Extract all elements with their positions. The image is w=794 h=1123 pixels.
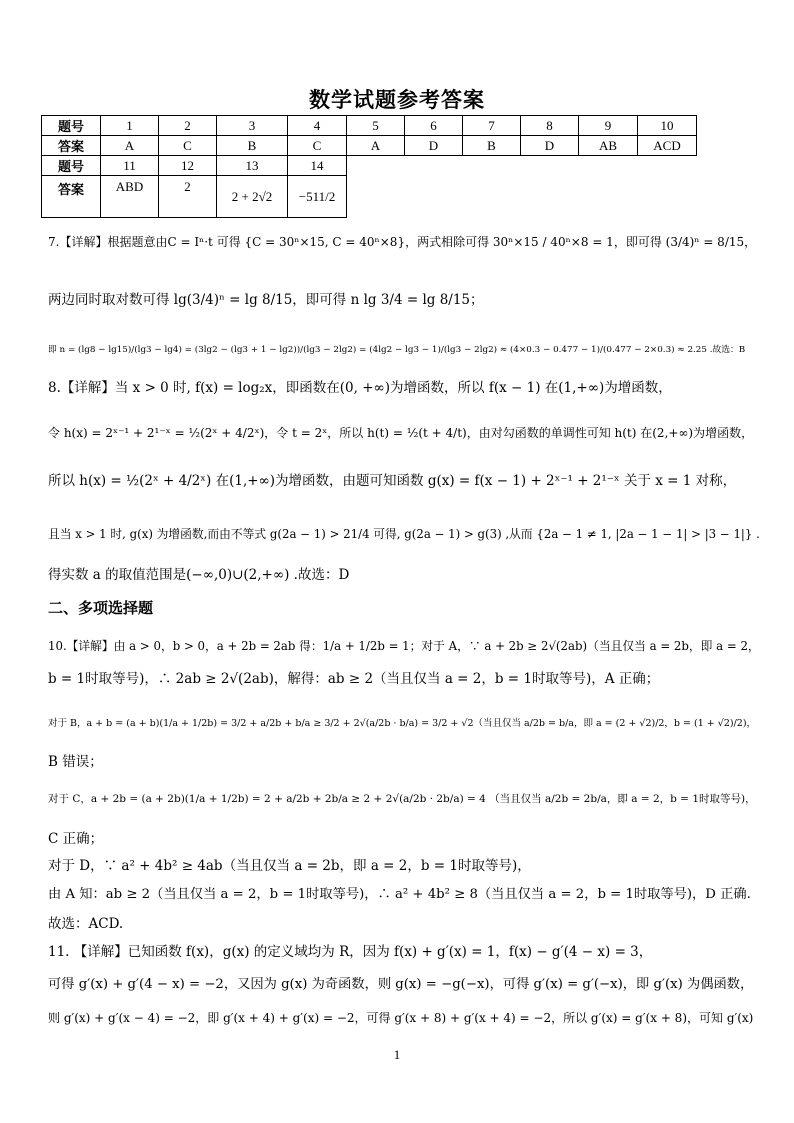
table-cell: 12 [159,156,217,176]
table-cell: 2 [159,116,217,136]
section-heading: 二、多项选择题 [48,599,154,617]
table-row [42,156,697,176]
table-cell: C [288,136,347,156]
solution-8-line-3: 所以 h(x) = ½(2ˣ + 4/2ˣ) 在(1,+∞)为增函数，由题可知函数 g(x) = f(x − 1) + 2ˣ⁻¹ + 2¹⁻ˣ 关于 x = 1 对称， [48,473,737,489]
table-cell: 5 [347,116,405,136]
table-row [42,176,697,218]
table-cell: 1 [101,116,159,136]
solution-10-line-1: 10.【详解】由 a > 0，b > 0，a + 2b = 2ab 得：1/a + 1/2b = 1；对于 A，∵ a + 2b ≥ 2√(2ab)（当且仅当 a = 2b，即 a = 2， [48,639,760,653]
answer-table [41,115,697,218]
solution-11-line-2: 可得 g′(x) + g′(4 − x) = −2，又因为 g(x) 为奇函数，则 g(x) = −g(−x)，可得 g′(x) = g′(−x)，即 g′(x) 为偶函数， [48,977,754,992]
solution-10-line-8: 由 A 知：ab ≥ 2（当且仅当 a = 2，b = 1时取等号)，∴ a² + 4b² ≥ 8（当且仅当 a = 2，b = 1时取等号)，D 正确. [48,887,751,902]
page-number: 1 [393,1047,401,1062]
table-cell: 7 [463,116,521,136]
row-label: 题号 [42,156,101,176]
table-cell: 11 [101,156,159,176]
solution-10-line-2: b = 1时取等号)，∴ 2ab ≥ 2√(2ab)，解得：ab ≥ 2（当且仅当 a = 2，b = 1时取等号)，A 正确； [48,671,660,687]
table-cell: 4 [288,116,347,136]
table-cell: 9 [579,116,638,136]
solution-8-line-1: 8.【详解】当 x > 0 时, f(x) = log₂x，即函数在(0, +∞)为增函数，所以 f(x − 1) 在(1,+∞)为增函数， [48,380,672,396]
row-label: 答案 [42,176,101,218]
solution-7-line-2: 两边同时取对数可得 lg(3/4)ⁿ = lg 8/15，即可得 n lg 3/4 = lg 8/15； [48,292,484,308]
solution-7-line-3: 即 n = (lg8 − lg15)/(lg3 − lg4) = (3lg2 − (lg3 + 1 − lg2))/(lg3 − 2lg2) = (4lg2 − lg3 − 1)/(lg3 − 2lg2) ≈ (4×0.3 − 0.477 − 1)/(0.477 − 2×0.3) ≈ 2.25 .故选：B [48,345,746,355]
table-cell: A [347,136,405,156]
solution-10-line-5: 对于 C，a + 2b = (a + 2b)(1/a + 1/2b) = 2 + a/2b + 2b/a ≥ 2 + 2√(a/2b · 2b/a) = 4 （当且仅当 a/2b = 2b/a，即 a = 2，b = 1时取等号)， [48,793,756,805]
solution-10-line-7: 对于 D，∵ a² + 4b² ≥ 4ab（当且仅当 a = 2b，即 a = 2，b = 1时取等号)， [48,858,531,874]
table-cell: 8 [521,116,579,136]
table-cell: B [463,136,521,156]
solution-7-line-1: 7.【详解】根据题意由C = Iⁿ·t 可得 {C = 30ⁿ×15, C = 40ⁿ×8}，两式相除可得 30ⁿ×15 / 40ⁿ×8 = 1，即可得 (3/4)ⁿ = 8/15， [48,235,757,249]
table-row [42,136,697,156]
table-cell: 2 [159,176,217,218]
table-cell: 14 [288,156,347,176]
row-label: 答案 [42,136,101,156]
solution-10-line-9: 故选：ACD. [48,916,124,932]
table-cell: ACD [638,136,697,156]
solution-11-line-3: 则 g′(x) + g′(x − 4) = −2，即 g′(x + 4) + g′(x) = −2，可得 g′(x + 8) + g′(x + 4) = −2，所以 g′(x) = g′(x + 8)，可知 g′(x) [48,1011,754,1025]
solution-10-line-4: B 错误； [48,754,103,770]
table-cell: ABD [101,176,159,218]
row-label: 题号 [42,116,101,136]
table-cell: 2 + 2√2 [217,176,288,218]
solution-11-line-1: 11. 【详解】已知函数 f(x)，g(x) 的定义域均为 R，因为 f(x) + g′(x) = 1，f(x) − g′(4 − x) = 3， [48,944,653,960]
solution-8-line-4: 且当 x > 1 时, g(x) 为增函数,而由不等式 g(2a − 1) > 21/4 可得, g(2a − 1) > g(3) ,从而 {2a − 1 ≠ 1, |2a − 1 − 1| > |3 − 1|} . [48,527,760,541]
solution-10-line-3: 对于 B，a + b = (a + b)(1/a + 1/2b) = 3/2 + a/2b + b/a ≥ 3/2 + 2√(a/2b · b/a) = 3/2 + √2（当且仅当 a/2b = b/a，即 a = (2 + √2)/2，b = (1 + √2)/2)， [48,718,757,729]
table-cell: 6 [405,116,463,136]
solution-8-line-5: 得实数 a 的取值范围是(−∞,0)∪(2,+∞) .故选：D [48,567,350,583]
table-cell: D [405,136,463,156]
table-cell: B [217,136,288,156]
table-cell: 3 [217,116,288,136]
solution-10-line-6: C 正确； [48,831,104,847]
table-row [42,116,697,136]
table-cell: D [521,136,579,156]
table-cell: 10 [638,116,697,136]
solution-8-line-2: 令 h(x) = 2ˣ⁻¹ + 2¹⁻ˣ = ½(2ˣ + 4/2ˣ)，令 t = 2ˣ，所以 h(t) = ½(t + 4/t)，由对勾函数的单调性可知 h(t) 在(2,+∞)为增函数， [48,426,754,440]
page-title: 数学试题参考答案 [309,87,485,112]
table-cell: A [101,136,159,156]
table-cell: C [159,136,217,156]
table-cell: 13 [217,156,288,176]
table-cell: −511/2 [288,176,347,218]
table-cell: AB [579,136,638,156]
